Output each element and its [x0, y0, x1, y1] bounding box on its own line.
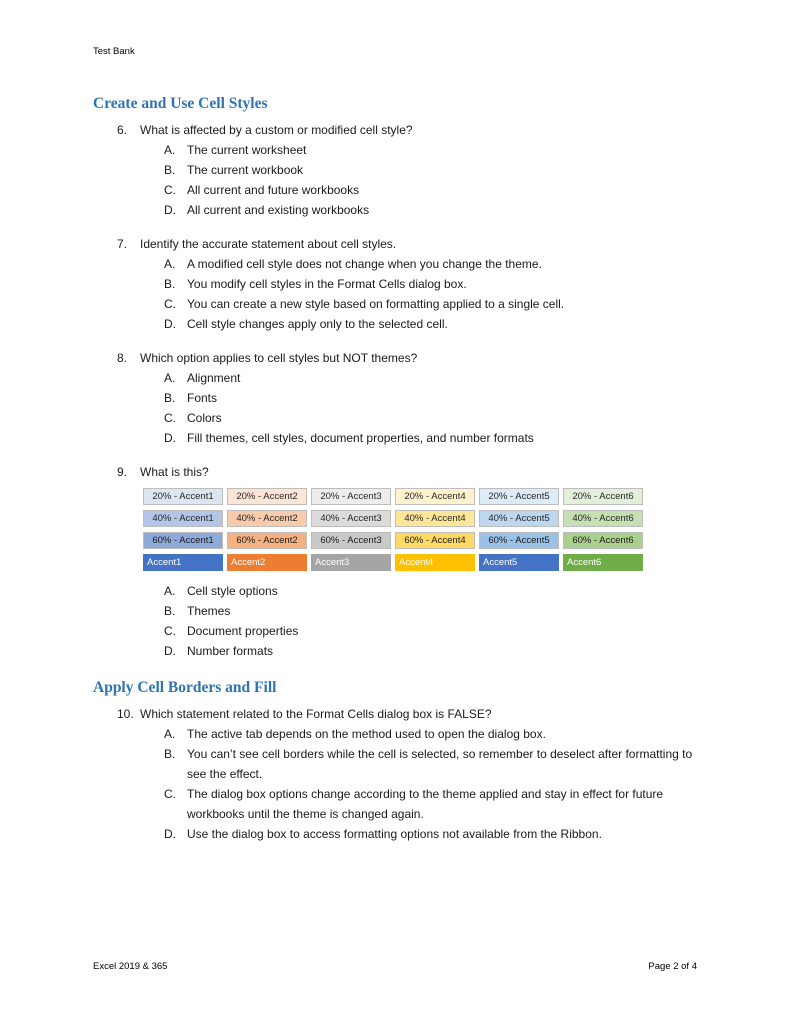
option-text: All current and existing workbooks: [187, 203, 370, 217]
option-text: You modify cell styles in the Format Cells dialog box.: [187, 277, 467, 291]
option-text: Use the dialog box to access formatting options not available from the Ribbon.: [187, 827, 602, 841]
option-letter: A.: [164, 584, 176, 598]
option-text: Themes: [187, 604, 231, 618]
question-9-line: [93, 462, 697, 482]
question-8-option-b: [93, 388, 697, 408]
cell-styles-row-accent: [143, 554, 697, 571]
question-text: Identify the accurate statement about cell styles.: [140, 237, 397, 251]
question-7-option-c: [93, 294, 697, 314]
cell-style-swatch: 60% - Accent2: [227, 532, 307, 549]
option-text: Cell style options: [187, 584, 278, 598]
question-7-option-d: [93, 314, 697, 334]
option-letter: C.: [164, 411, 176, 425]
question-9-option-d: [93, 641, 697, 661]
option-text: A modified cell style does not change when you change the theme.: [187, 257, 542, 271]
question-text: What is this?: [140, 465, 209, 479]
question-text: What is affected by a custom or modified cell style?: [140, 123, 413, 137]
option-letter: B.: [164, 604, 176, 618]
page-header: Test Bank: [93, 46, 135, 57]
question-8-option-c: [93, 408, 697, 428]
option-letter: C.: [164, 297, 176, 311]
question-10-line: [93, 704, 697, 724]
footer-page-number: Page 2 of 4: [648, 961, 697, 972]
cell-style-swatch: 60% - Accent4: [395, 532, 475, 549]
footer-document-title: Excel 2019 & 365: [93, 961, 168, 972]
option-letter: D.: [164, 644, 176, 658]
question-6-option-b: [93, 160, 697, 180]
option-text: Alignment: [187, 371, 241, 385]
option-letter: C.: [164, 183, 176, 197]
question-9: [93, 462, 697, 661]
cell-style-swatch: 20% - Accent3: [311, 488, 391, 505]
question-text: Which statement related to the Format Cells dialog box is FALSE?: [140, 707, 492, 721]
option-text: The dialog box options change according to the theme applied and stay in effect for future workbooks until the theme is changed again.: [187, 787, 664, 821]
question-8-option-d: [93, 428, 697, 448]
question-10-option-b: [93, 744, 697, 784]
question-7-option-a: [93, 254, 697, 274]
cell-style-swatch: Accent4: [395, 554, 475, 571]
question-7: [93, 234, 697, 334]
option-text: The active tab depends on the method used to open the dialog box.: [187, 727, 546, 741]
cell-style-swatch: 60% - Accent3: [311, 532, 391, 549]
option-text: Cell style changes apply only to the selected cell.: [187, 317, 448, 331]
cell-style-swatch: 20% - Accent4: [395, 488, 475, 505]
cell-style-swatch: 40% - Accent3: [311, 510, 391, 527]
question-10-option-d: [93, 824, 697, 844]
cell-style-swatch: Accent6: [563, 554, 643, 571]
cell-style-swatch: 60% - Accent5: [479, 532, 559, 549]
cell-style-swatch: 20% - Accent6: [563, 488, 643, 505]
option-text: All current and future workbooks: [187, 183, 360, 197]
question-9-option-b: [93, 601, 697, 621]
option-letter: B.: [164, 747, 176, 761]
option-text: Fill themes, cell styles, document properties, and number formats: [187, 431, 534, 445]
question-9-option-c: [93, 621, 697, 641]
section-title-apply-cell-borders-fill: Apply Cell Borders and Fill: [93, 679, 277, 696]
cell-style-swatch: 60% - Accent6: [563, 532, 643, 549]
option-letter: A.: [164, 143, 176, 157]
option-letter: B.: [164, 391, 176, 405]
question-6-option-a: [93, 140, 697, 160]
cell-styles-row-60pct: [143, 532, 697, 549]
option-text: Document properties: [187, 624, 299, 638]
question-10-option-a: [93, 724, 697, 744]
cell-style-swatch: 40% - Accent4: [395, 510, 475, 527]
question-number: 10.: [117, 707, 134, 721]
option-text: You can create a new style based on formatting applied to a single cell.: [187, 297, 565, 311]
question-number: 6.: [117, 123, 128, 137]
question-8-line: [93, 348, 697, 368]
option-letter: A.: [164, 371, 176, 385]
option-letter: D.: [164, 203, 176, 217]
option-letter: C.: [164, 787, 176, 801]
cell-style-swatch: Accent2: [227, 554, 307, 571]
cell-styles-gallery-image: [143, 488, 697, 571]
cell-style-swatch: 40% - Accent6: [563, 510, 643, 527]
option-text: Number formats: [187, 644, 274, 658]
option-letter: C.: [164, 624, 176, 638]
option-letter: B.: [164, 277, 176, 291]
option-letter: B.: [164, 163, 176, 177]
section-title-create-use-cell-styles: Create and Use Cell Styles: [93, 95, 268, 112]
cell-style-swatch: 20% - Accent1: [143, 488, 223, 505]
cell-style-swatch: 60% - Accent1: [143, 532, 223, 549]
option-text: You can’t see cell borders while the cell is selected, so remember to deselect after formatting to see the effect.: [187, 747, 693, 781]
option-letter: D.: [164, 431, 176, 445]
option-text: The current workbook: [187, 163, 304, 177]
cell-style-swatch: 40% - Accent2: [227, 510, 307, 527]
cell-style-swatch: 40% - Accent1: [143, 510, 223, 527]
cell-style-swatch: Accent5: [479, 554, 559, 571]
cell-style-swatch: 20% - Accent2: [227, 488, 307, 505]
cell-styles-row-40pct: [143, 510, 697, 527]
question-6-option-c: [93, 180, 697, 200]
question-number: 9.: [117, 465, 128, 479]
question-8: [93, 348, 697, 448]
option-text: Colors: [187, 411, 222, 425]
cell-style-swatch: Accent1: [143, 554, 223, 571]
question-number: 7.: [117, 237, 128, 251]
question-7-line: [93, 234, 697, 254]
question-7-option-b: [93, 274, 697, 294]
cell-style-swatch: Accent3: [311, 554, 391, 571]
option-text: The current worksheet: [187, 143, 307, 157]
option-text: Fonts: [187, 391, 218, 405]
question-9-option-a: [93, 581, 697, 601]
question-number: 8.: [117, 351, 128, 365]
option-letter: A.: [164, 257, 176, 271]
option-letter: D.: [164, 317, 176, 331]
question-10-option-c: [93, 784, 697, 824]
cell-style-swatch: 40% - Accent5: [479, 510, 559, 527]
cell-styles-row-20pct: [143, 488, 697, 505]
question-6-option-d: [93, 200, 697, 220]
question-6: [93, 120, 697, 220]
option-letter: A.: [164, 727, 176, 741]
question-6-line: [93, 120, 697, 140]
cell-style-swatch: 20% - Accent5: [479, 488, 559, 505]
question-8-option-a: [93, 368, 697, 388]
question-10: [93, 704, 697, 844]
question-text: Which option applies to cell styles but NOT themes?: [140, 351, 418, 365]
option-letter: D.: [164, 827, 176, 841]
